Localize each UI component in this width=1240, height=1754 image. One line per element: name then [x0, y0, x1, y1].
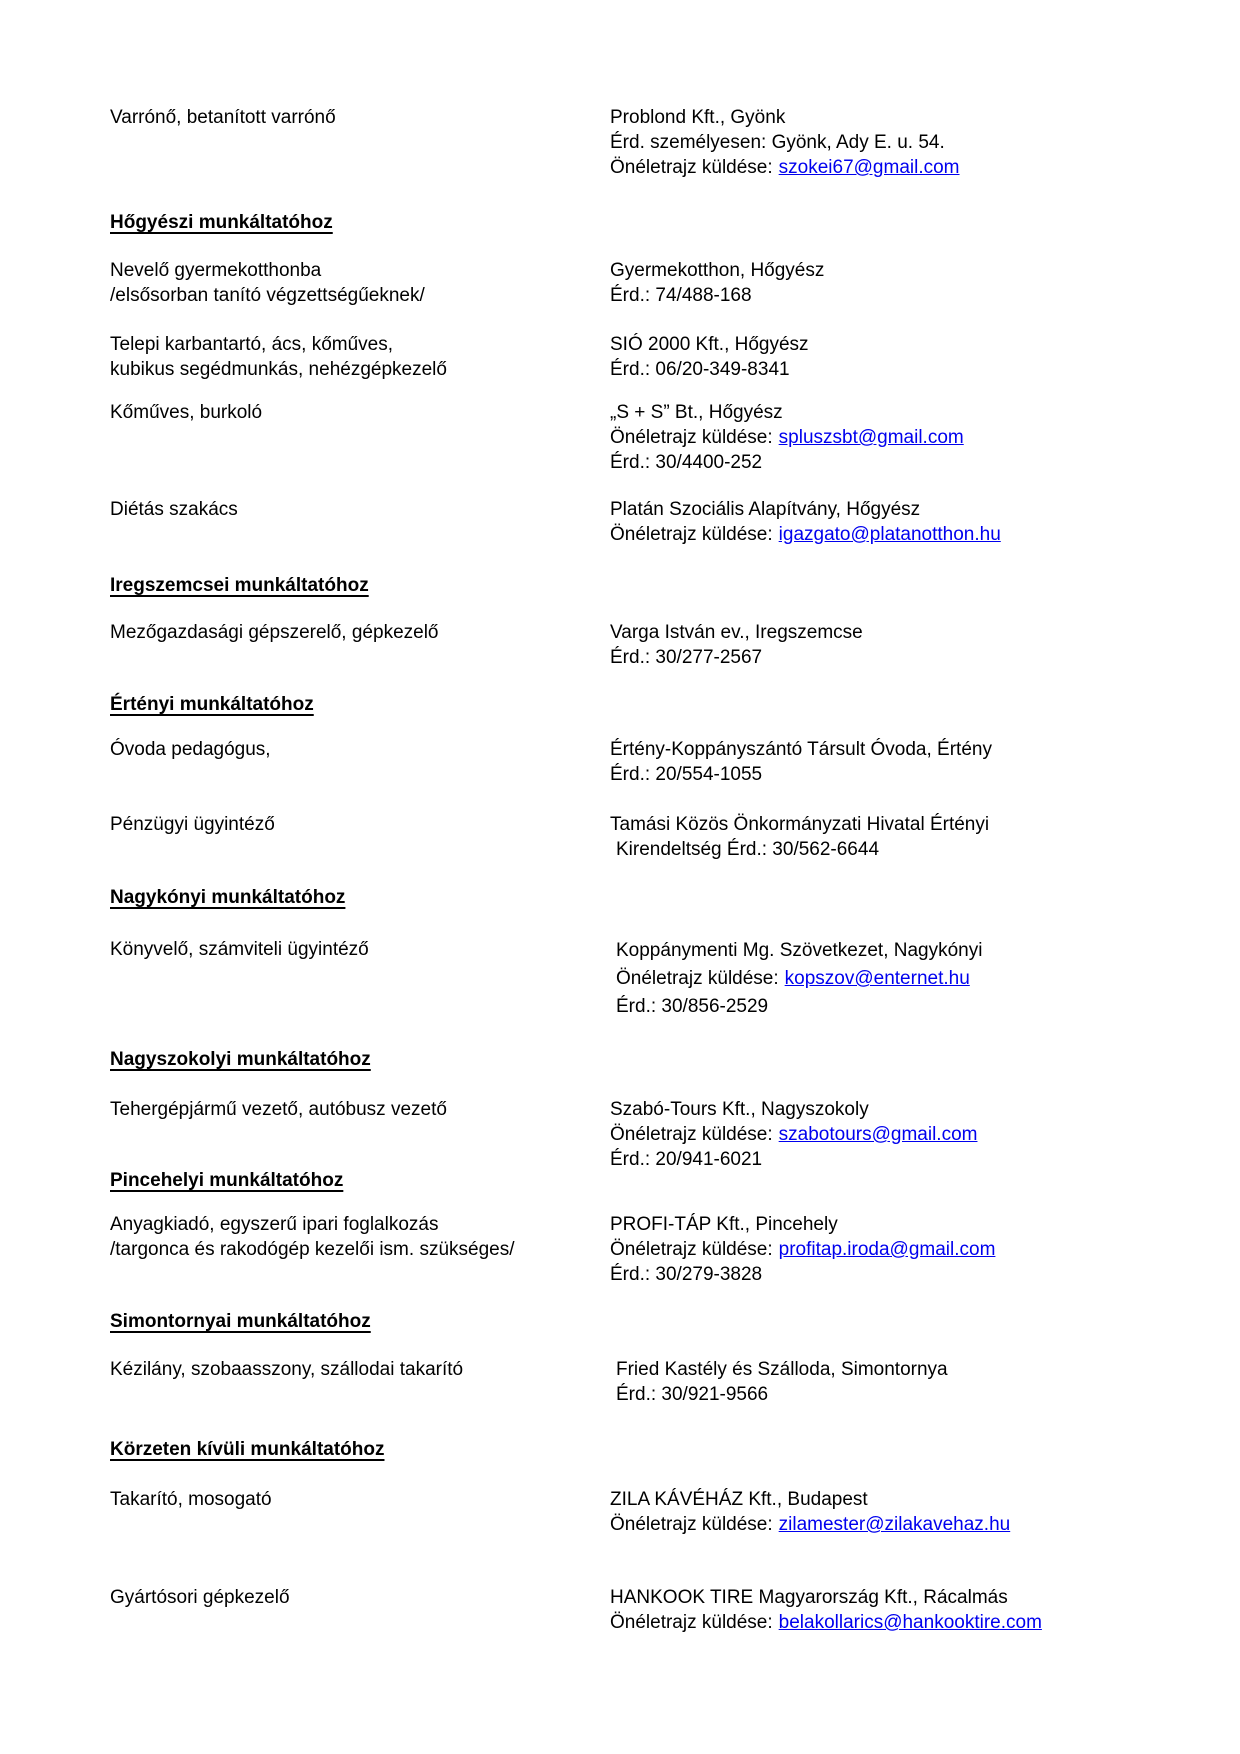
section-heading-nagykonyi [110, 885, 1200, 910]
section-heading-text: Iregszemcsei munkáltatóhoz [110, 575, 369, 596]
contact-line: Érd. személyesen: Gyönk, Ady E. u. 54. [610, 132, 945, 153]
email-line [610, 425, 1200, 450]
job-title-cell [110, 105, 610, 130]
job-title: Kézilány, szobaasszony, szállodai takarító [110, 1359, 464, 1380]
employer-name: Fried Kastély és Szálloda, Simontornya [616, 1359, 948, 1380]
job-title: Varrónő, betanított varrónő [110, 107, 336, 128]
section-heading-text: Körzeten kívüli munkáltatóhoz [110, 1439, 385, 1460]
job-row [110, 1212, 1200, 1287]
email-line [610, 1122, 1200, 1147]
job-row [110, 620, 1200, 670]
employer-name: PROFI-TÁP Kft., Pincehely [610, 1214, 838, 1235]
email-prefix: Önéletrajz küldése: [610, 1239, 773, 1260]
job-row [110, 1097, 1200, 1172]
section-heading-ertenyi [110, 692, 1200, 717]
job-title-cell [110, 1357, 610, 1382]
employer-name: Koppánymenti Mg. Szövetkezet, Nagykónyi [616, 940, 983, 961]
email-prefix: Önéletrajz küldése: [610, 157, 773, 178]
job-title-cell [110, 937, 610, 962]
employer-cell [610, 1357, 1200, 1407]
phone-line: Érd.: 30/4400-252 [610, 452, 763, 473]
email-prefix: Önéletrajz küldése: [616, 968, 779, 989]
employer-cell [610, 812, 1200, 862]
section-heading-hogyeszi [110, 210, 1200, 235]
employer-name: Szabó-Tours Kft., Nagyszokoly [610, 1099, 869, 1120]
email-line [610, 1610, 1200, 1635]
job-title-cell [110, 400, 610, 425]
section-heading-iregszemcsei [110, 573, 1200, 598]
job-title: Takarító, mosogató [110, 1489, 272, 1510]
job-title-cell [110, 1585, 610, 1610]
phone-line: Kirendeltség Érd.: 30/562-6644 [616, 839, 880, 860]
phone-line: Érd.: 20/554-1055 [610, 764, 763, 785]
job-title-cell [110, 497, 610, 522]
job-row [110, 937, 1200, 1021]
job-row [110, 1487, 1200, 1537]
phone-line: Érd.: 30/277-2567 [610, 647, 763, 668]
email-link[interactable]: belakollarics@hankooktire.com [778, 1612, 1042, 1633]
phone-line: Érd.: 30/921-9566 [616, 1384, 769, 1405]
job-title-cell [110, 812, 610, 837]
email-link[interactable]: szokei67@gmail.com [778, 157, 960, 178]
section-heading-text: Nagykónyi munkáltatóhoz [110, 887, 346, 908]
section-heading-text: Simontornyai munkáltatóhoz [110, 1311, 371, 1332]
section-heading-korzeten-kivuli [110, 1437, 1200, 1462]
job-title: Kőműves, burkoló [110, 402, 263, 423]
employer-cell [610, 400, 1200, 475]
email-line [610, 1512, 1200, 1537]
job-title-line2: /elsősorban tanító végzettségűeknek/ [110, 285, 425, 306]
employer-name: Gyermekotthon, Hőgyész [610, 260, 825, 281]
section-heading-text: Pincehelyi munkáltatóhoz [110, 1170, 344, 1191]
employer-cell [610, 1585, 1200, 1635]
employer-name: Értény-Koppányszántó Társult Óvoda, Értény [610, 739, 992, 760]
job-row [110, 737, 1200, 787]
email-link[interactable]: kopszov@enternet.hu [784, 968, 970, 989]
employer-cell [610, 937, 1200, 1021]
email-link[interactable]: spluszsbt@gmail.com [778, 427, 964, 448]
email-link[interactable]: profitap.iroda@gmail.com [778, 1239, 996, 1260]
job-row [110, 1357, 1200, 1407]
section-heading-text: Hőgyészi munkáltatóhoz [110, 212, 333, 233]
phone-line: Érd.: 06/20-349-8341 [610, 359, 790, 380]
email-link[interactable]: igazgato@platanotthon.hu [778, 524, 1001, 545]
job-row [110, 1585, 1200, 1635]
email-prefix: Önéletrajz küldése: [610, 1124, 773, 1145]
job-title-cell [110, 737, 610, 762]
employer-cell [610, 1487, 1200, 1537]
email-prefix: Önéletrajz küldése: [610, 1514, 773, 1535]
employer-cell [610, 620, 1200, 670]
job-row [110, 105, 1200, 180]
email-line [610, 1237, 1200, 1262]
job-row [110, 400, 1200, 475]
email-link[interactable]: zilamester@zilakavehaz.hu [778, 1514, 1011, 1535]
job-title: Könyvelő, számviteli ügyintéző [110, 939, 369, 960]
phone-line: Érd.: 20/941-6021 [610, 1149, 763, 1170]
job-row [110, 812, 1200, 862]
employer-name: ZILA KÁVÉHÁZ Kft., Budapest [610, 1489, 868, 1510]
section-heading-text: Értényi munkáltatóhoz [110, 694, 314, 715]
email-link[interactable]: szabotours@gmail.com [778, 1124, 978, 1145]
employer-cell [610, 737, 1200, 787]
job-title: Telepi karbantartó, ács, kőműves, [110, 334, 394, 355]
job-title-cell [110, 332, 610, 382]
email-prefix: Önéletrajz küldése: [610, 1612, 773, 1633]
employer-name: Platán Szociális Alapítvány, Hőgyész [610, 499, 921, 520]
section-heading-simontornyai [110, 1309, 1200, 1334]
email-prefix: Önéletrajz küldése: [610, 524, 773, 545]
phone-line: Érd.: 30/856-2529 [616, 996, 769, 1017]
job-title: Óvoda pedagógus, [110, 739, 271, 760]
employer-cell [610, 105, 1200, 180]
phone-line: Érd.: 74/488-168 [610, 285, 752, 306]
job-title-cell [110, 1487, 610, 1512]
job-title-line2: /targonca és rakodógép kezelői ism. szükséges/ [110, 1239, 515, 1260]
job-title: Mezőgazdasági gépszerelő, gépkezelő [110, 622, 439, 643]
employer-cell [610, 1212, 1200, 1287]
employer-name: SIÓ 2000 Kft., Hőgyész [610, 334, 809, 355]
job-row [110, 497, 1200, 547]
email-line [610, 155, 1200, 180]
job-title: Diétás szakács [110, 499, 238, 520]
job-title: Anyagkiadó, egyszerű ipari foglalkozás [110, 1214, 439, 1235]
job-row [110, 258, 1200, 308]
employer-cell [610, 258, 1200, 308]
job-title: Nevelő gyermekotthonba [110, 260, 322, 281]
job-row [110, 332, 1200, 382]
job-title-cell [110, 1097, 610, 1122]
email-prefix: Önéletrajz küldése: [610, 427, 773, 448]
employer-name: Varga István ev., Iregszemcse [610, 622, 863, 643]
job-title: Tehergépjármű vezető, autóbusz vezető [110, 1099, 447, 1120]
phone-line: Érd.: 30/279-3828 [610, 1264, 763, 1285]
section-heading-nagyszokolyi [110, 1047, 1200, 1072]
employer-name: „S + S” Bt., Hőgyész [610, 402, 783, 423]
section-heading-text: Nagyszokolyi munkáltatóhoz [110, 1049, 371, 1070]
job-title: Gyártósori gépkezelő [110, 1587, 290, 1608]
employer-name: Problond Kft., Gyönk [610, 107, 786, 128]
job-title-cell [110, 258, 610, 308]
employer-cell [610, 1097, 1200, 1172]
employer-name: HANKOOK TIRE Magyarország Kft., Rácalmás [610, 1587, 1008, 1608]
job-title-cell [110, 1212, 610, 1262]
job-title: Pénzügyi ügyintéző [110, 814, 275, 835]
email-line [610, 522, 1200, 547]
employer-name: Tamási Közös Önkormányzati Hivatal Értényi [610, 814, 990, 835]
employer-cell [610, 332, 1200, 382]
job-title-line2: kubikus segédmunkás, nehézgépkezelő [110, 359, 447, 380]
job-title-cell [110, 620, 610, 645]
employer-cell [610, 497, 1200, 547]
email-line [616, 965, 1200, 993]
